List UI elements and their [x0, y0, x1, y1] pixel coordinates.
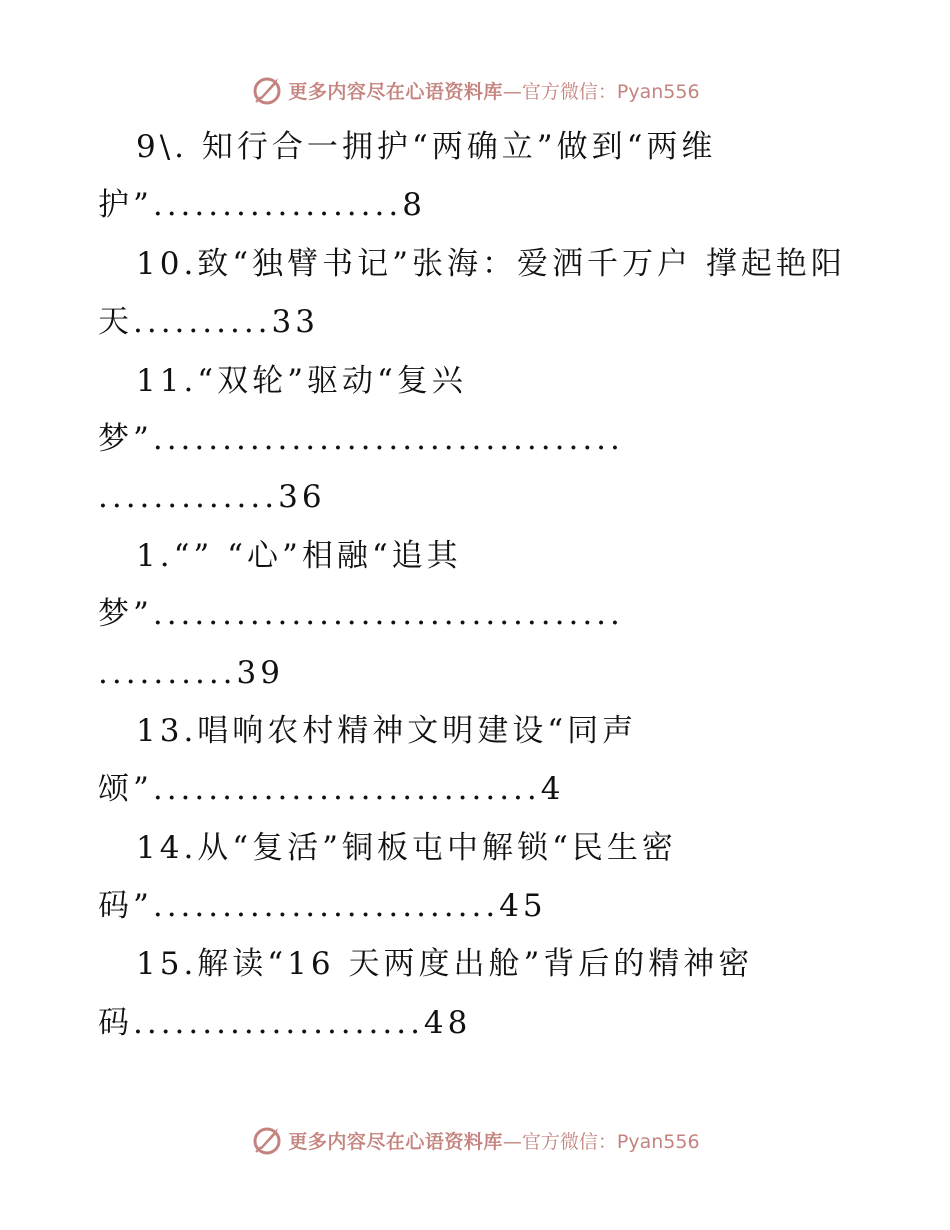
footer-banner	[0, 1120, 950, 1160]
header-banner-wechat-text: —官方微信：Pyan556	[502, 80, 700, 103]
toc-line: ..........39	[98, 654, 284, 691]
table-of-contents	[98, 118, 858, 1052]
toc-line: 14.从“复活”铜板屯中解锁“民生密	[136, 829, 677, 866]
toc-line: 天..........33	[98, 304, 319, 341]
quill-logo-icon	[250, 1123, 284, 1157]
toc-line: 颂”............................4	[98, 771, 565, 808]
footer-banner-main-text: 更多内容尽在心语资料库	[288, 1130, 503, 1153]
toc-line: 11.“双轮”驱动“复兴	[136, 362, 467, 399]
toc-line: 15.解读“16 天两度出舱”背后的精神密	[136, 946, 754, 983]
toc-line: .............36	[98, 479, 326, 516]
toc-line: 10.致“独臂书记”张海：爱洒千万户 撑起艳阳	[136, 245, 846, 282]
header-banner	[0, 70, 950, 110]
toc-line: 1.“” “心”相融“追其	[136, 537, 462, 574]
toc-line: 9\. 知行合一拥护“两确立”做到“两维	[136, 129, 717, 165]
footer-banner-wechat-text: —官方微信：Pyan556	[502, 1130, 700, 1153]
quill-logo-icon	[250, 73, 284, 107]
toc-line: 码”.........................45	[98, 888, 547, 925]
toc-line: 码.....................48	[98, 1004, 472, 1041]
toc-line: 梦”..................................	[98, 420, 624, 457]
header-banner-main-text: 更多内容尽在心语资料库	[288, 80, 503, 103]
toc-line: 13.唱响农村精神文明建设“同声	[136, 712, 638, 749]
toc-line: 护”..................8	[98, 187, 426, 224]
toc-line: 梦”..................................	[98, 596, 624, 633]
